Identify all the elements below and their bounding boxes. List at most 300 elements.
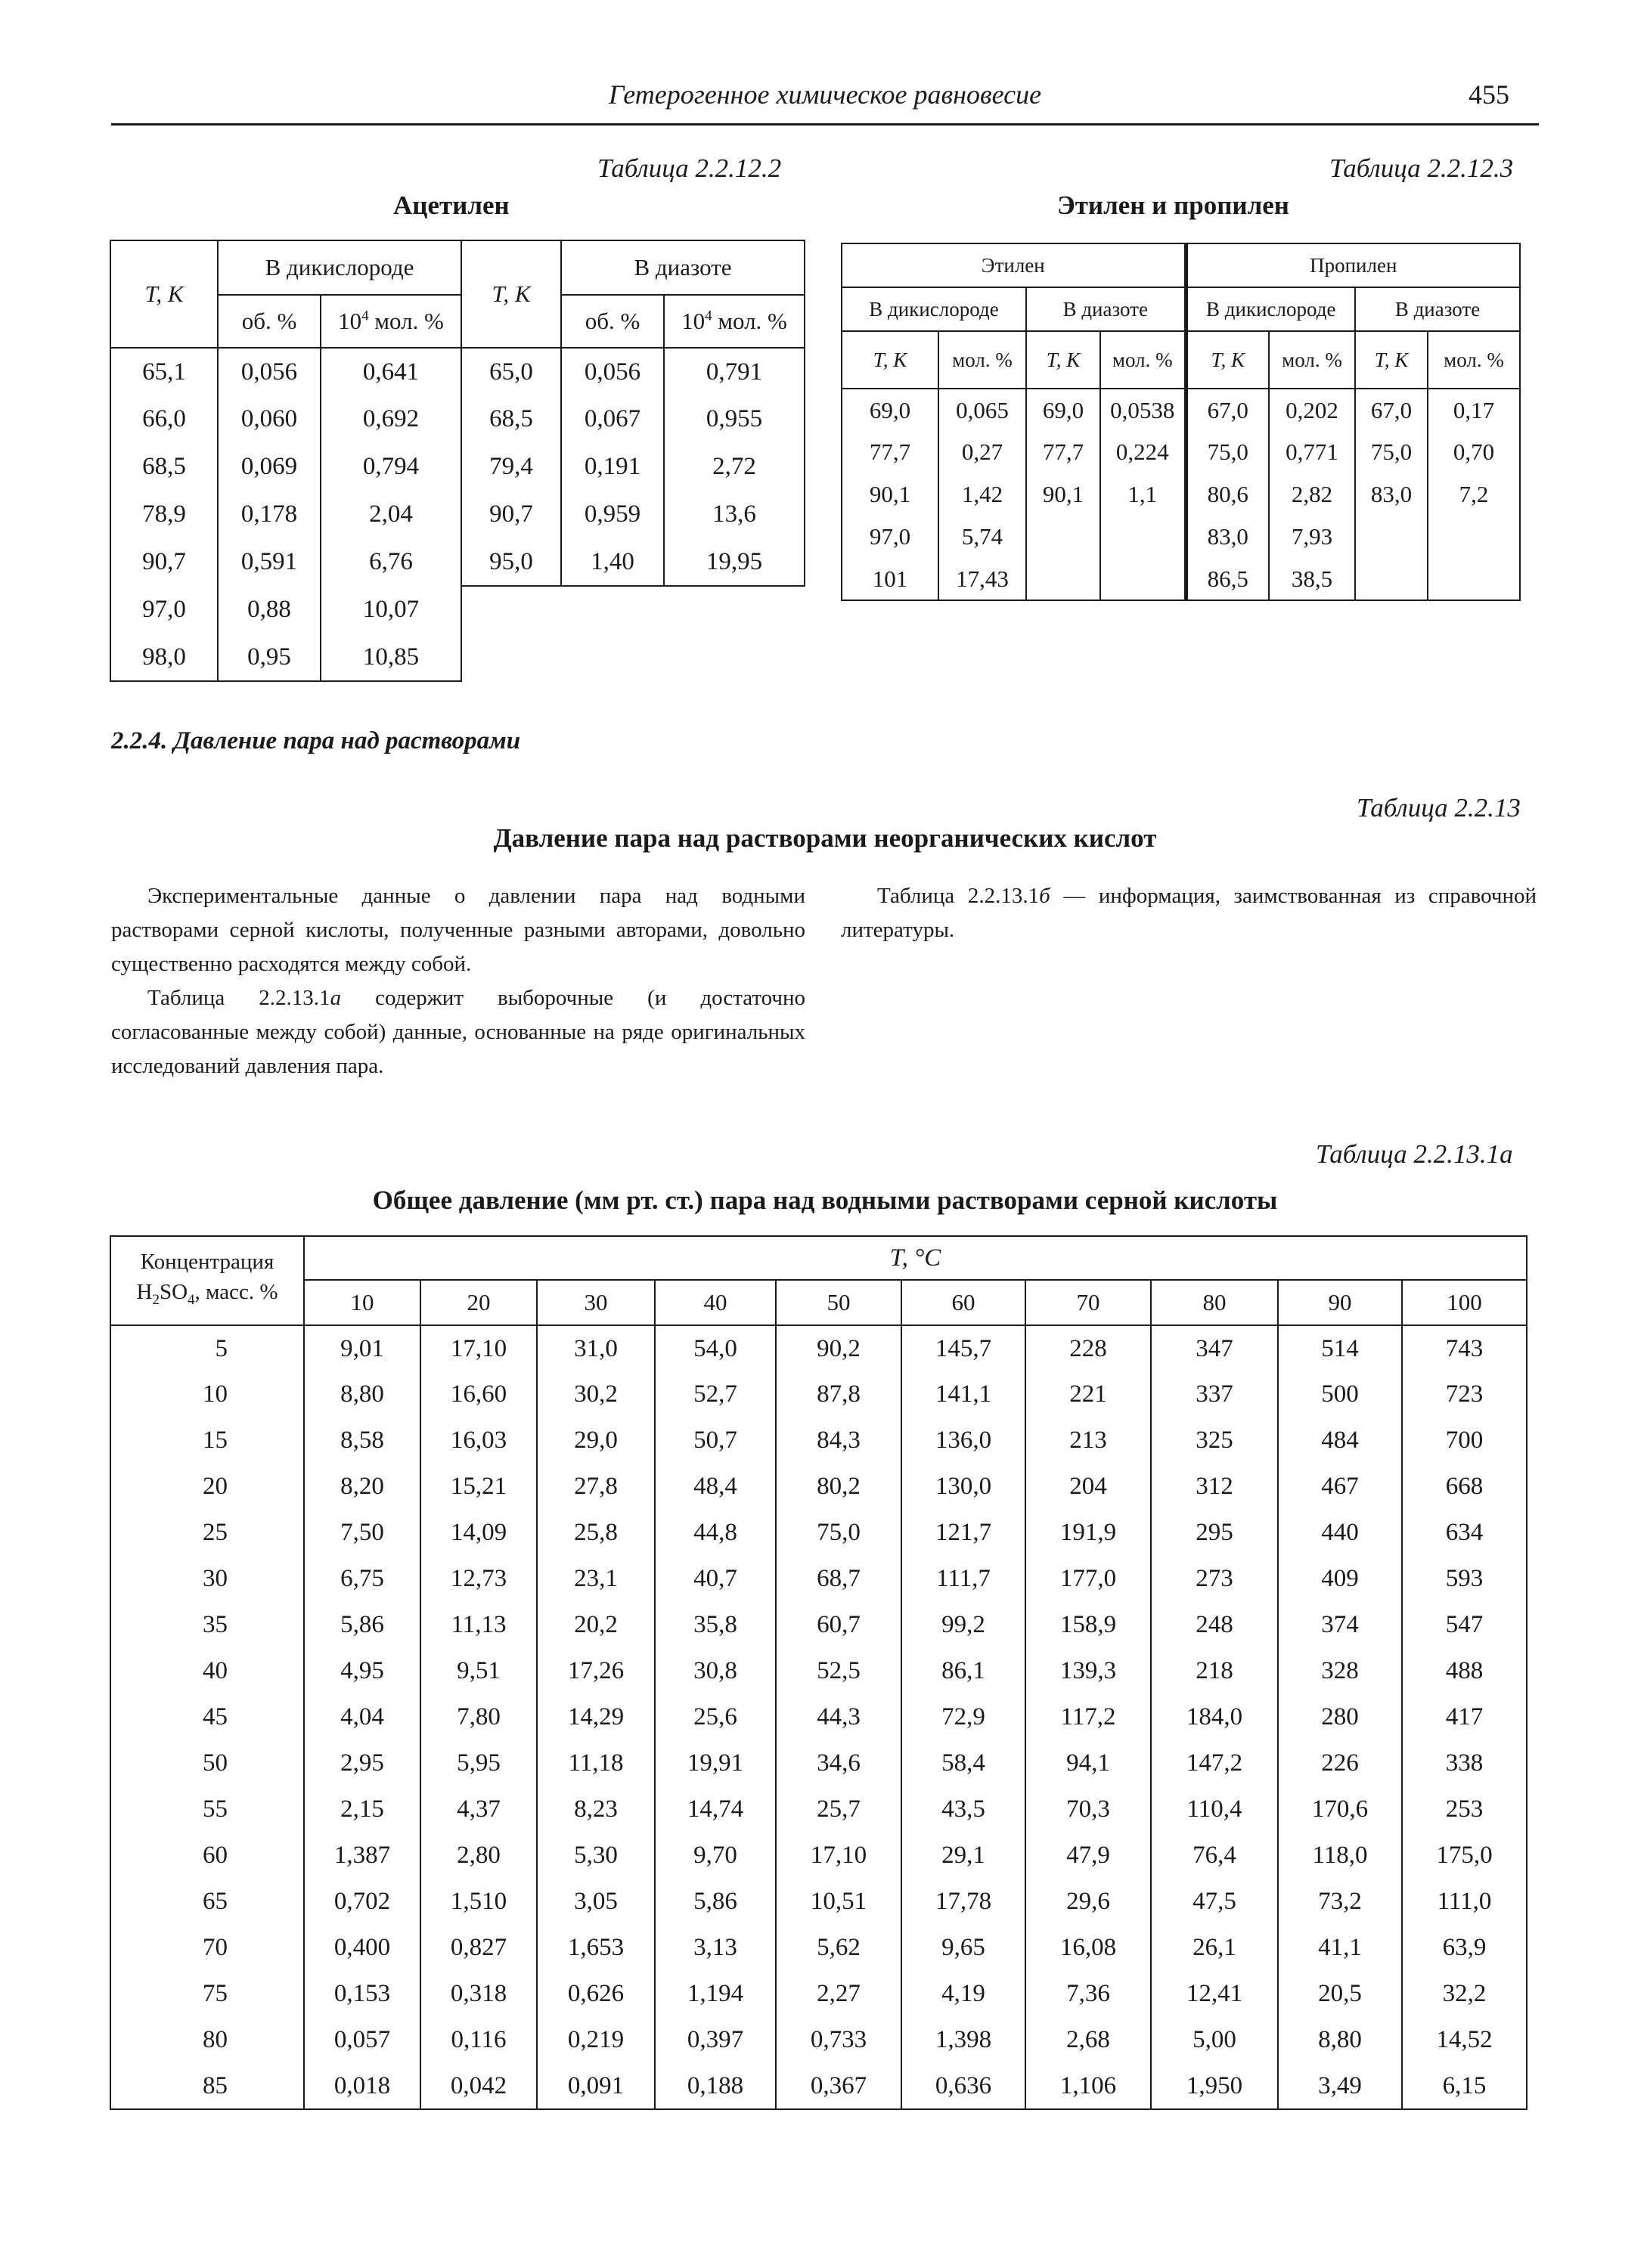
table-cell: 10 [110,1371,304,1418]
table-cell: 4,04 [304,1694,420,1740]
table-cell: 47,9 [1025,1833,1151,1879]
table-cell: 76,4 [1151,1833,1278,1879]
temp-header: 10 [304,1280,420,1325]
table-cell: 723 [1402,1371,1527,1418]
table-cell: 593 [1402,1556,1527,1602]
table-cell: 0,95 [218,634,321,681]
table-cell: 30 [110,1556,304,1602]
table-row [110,634,461,681]
table-cell [1026,558,1100,600]
table-cell: 30,8 [655,1648,776,1694]
table-cell: 55 [110,1786,304,1833]
table-cell: 228 [1025,1325,1151,1371]
table-cell: 700 [1402,1418,1527,1464]
table-cell: 3,05 [537,1879,655,1925]
table-cell: 25,6 [655,1694,776,1740]
table-cell: 60 [110,1833,304,1879]
table-cell: 15,21 [420,1464,537,1510]
table-row [110,1418,1527,1464]
table-cell: 80,6 [1186,473,1269,516]
table-cell: 0,178 [218,491,321,538]
table-row [110,1371,1527,1418]
table-row [842,558,1520,600]
table-cell: 31,0 [537,1325,655,1371]
table-cell: 0,791 [664,348,805,395]
table-cell: 54,0 [655,1325,776,1371]
table-cell: 295 [1151,1510,1278,1556]
table-cell: 27,8 [537,1464,655,1510]
table-row [461,443,805,491]
table-cell: 0,27 [938,431,1026,473]
table-cell: 38,5 [1269,558,1355,600]
table-cell: 40,7 [655,1556,776,1602]
table-cell: 0,955 [664,395,805,443]
sulfuric-table-label: Таблица 2.2.13.1а [1316,1139,1513,1169]
propylene-group-label: Пропилен [1186,243,1520,287]
table-cell: 84,3 [776,1418,901,1464]
table-cell: 2,04 [321,491,461,538]
table-cell: 1,106 [1025,2063,1151,2109]
table-cell: 85 [110,2063,304,2109]
table-cell: 0,153 [304,1971,420,2017]
table-cell: 4,19 [901,1971,1025,2017]
table-cell: 374 [1278,1602,1402,1648]
table-cell: 68,7 [776,1556,901,1602]
table-cell: 0,057 [304,2017,420,2063]
table-cell: 0,018 [304,2063,420,2109]
table-cell: 50 [110,1740,304,1786]
table-row [110,1510,1527,1556]
acetylene-nitrogen-table [461,240,805,587]
table-cell: 440 [1278,1510,1402,1556]
table-cell: 16,03 [420,1418,537,1464]
table-cell: 141,1 [901,1371,1025,1418]
section-heading: 2.2.4. Давление пара над растворами [111,727,521,754]
table-cell: 6,76 [321,538,461,586]
table-row [110,1879,1527,1925]
table-cell: 79,4 [461,443,561,491]
table-cell: 325 [1151,1418,1278,1464]
table-cell: 0,056 [561,348,664,395]
table-row [110,2017,1527,2063]
table-cell: 75 [110,1971,304,2017]
table-cell: 4,37 [420,1786,537,1833]
table-cell: 253 [1402,1786,1527,1833]
table-cell: 26,1 [1151,1925,1278,1971]
table-cell: 0,367 [776,2063,901,2109]
table-cell: 99,2 [901,1602,1025,1648]
eth-n-col-t: T, К [1026,331,1100,389]
table-cell: 2,95 [304,1740,420,1786]
table-row [461,348,805,395]
table-cell: 1,653 [537,1925,655,1971]
table-cell: 97,0 [842,516,938,558]
table-cell: 6,15 [1402,2063,1527,2109]
temp-header: 60 [901,1280,1025,1325]
table-cell: 668 [1402,1464,1527,1510]
table-cell: 78,9 [110,491,218,538]
acetylene-oxygen-table [110,240,462,682]
table-cell: 14,52 [1402,2017,1527,2063]
table-cell: 25,7 [776,1786,901,1833]
table-cell: 35 [110,1602,304,1648]
table-cell: 5,86 [304,1602,420,1648]
sulfuric-col-t: T, °C [304,1236,1527,1280]
table-cell: 0,191 [561,443,664,491]
table-cell: 45 [110,1694,304,1740]
table-cell: 10,07 [321,586,461,634]
table-cell: 65,1 [110,348,218,395]
table-cell: 0,202 [1269,389,1355,431]
table-cell: 110,4 [1151,1786,1278,1833]
table-cell: 0,17 [1428,389,1520,431]
table-row [110,1740,1527,1786]
table-cell: 158,9 [1025,1602,1151,1648]
table-cell: 170,6 [1278,1786,1402,1833]
table-cell: 9,70 [655,1833,776,1879]
table-cell: 221 [1025,1371,1151,1418]
table-cell: 1,950 [1151,2063,1278,2109]
table-cell: 77,7 [1026,431,1100,473]
table-cell: 0,116 [420,2017,537,2063]
sulfuric-title: Общее давление (мм рт. ст.) пара над водными растворами серной кислоты [372,1185,1278,1215]
table-cell: 69,0 [842,389,938,431]
table-cell: 86,1 [901,1648,1025,1694]
acetylene-col-nitrogen: В диазоте [561,240,805,295]
table-cell: 0,400 [304,1925,420,1971]
pro-o-col-mol: мол. % [1269,331,1355,389]
table-cell: 0,318 [420,1971,537,2017]
table-cell: 184,0 [1151,1694,1278,1740]
table-cell: 70,3 [1025,1786,1151,1833]
table-cell: 226 [1278,1740,1402,1786]
table-cell: 0,397 [655,2017,776,2063]
table-cell: 5,00 [1151,2017,1278,2063]
table-cell: 0,641 [321,348,461,395]
table-row [110,1786,1527,1833]
table-cell: 90,2 [776,1325,901,1371]
table-cell: 0,702 [304,1879,420,1925]
table-cell: 63,9 [1402,1925,1527,1971]
table-cell: 0,0538 [1100,389,1186,431]
temp-header: 30 [537,1280,655,1325]
table-cell: 75,0 [776,1510,901,1556]
table-row [110,2063,1527,2109]
table-cell: 2,27 [776,1971,901,2017]
table-cell: 4,95 [304,1648,420,1694]
table-row [110,586,461,634]
table-cell: 17,10 [420,1325,537,1371]
table-cell: 83,0 [1186,516,1269,558]
table-cell: 175,0 [1402,1833,1527,1879]
table-cell [1355,558,1428,600]
table-row [842,389,1520,431]
table-cell: 139,3 [1025,1648,1151,1694]
temp-header: 40 [655,1280,776,1325]
table-cell: 280 [1278,1694,1402,1740]
table-cell: 87,8 [776,1371,901,1418]
table-cell: 1,510 [420,1879,537,1925]
table-cell: 2,72 [664,443,805,491]
table-cell: 1,398 [901,2017,1025,2063]
table-cell: 8,80 [1278,2017,1402,2063]
table-row [110,1556,1527,1602]
table-cell: 77,7 [842,431,938,473]
table-cell: 130,0 [901,1464,1025,1510]
table-cell [1428,558,1520,600]
table-cell: 145,7 [901,1325,1025,1371]
table-cell: 1,42 [938,473,1026,516]
table-cell: 94,1 [1025,1740,1151,1786]
eth-o-col-mol: мол. % [938,331,1026,389]
table-cell: 191,9 [1025,1510,1151,1556]
ethylene-title: Этилен и пропилен [1057,191,1289,220]
table-cell: 0,88 [218,586,321,634]
table-cell: 32,2 [1402,1971,1527,2017]
acetylene-sub-mol: $10^4$ мол. % [321,295,461,348]
table-cell: 338 [1402,1740,1527,1786]
table-cell: 5,86 [655,1879,776,1925]
ethylene-table-label: Таблица 2.2.12.3 [1329,153,1514,183]
table-cell: 14,74 [655,1786,776,1833]
table-row [110,1464,1527,1510]
table-cell: 29,0 [537,1418,655,1464]
table-cell: 14,29 [537,1694,655,1740]
table-cell: 30,2 [537,1371,655,1418]
table-cell: 65 [110,1879,304,1925]
table-cell: 111,0 [1402,1879,1527,1925]
table-cell: 12,41 [1151,1971,1278,2017]
table-row [461,395,805,443]
table-cell: 90,7 [461,491,561,538]
table-cell: 1,194 [655,1971,776,2017]
table-cell: 5,30 [537,1833,655,1879]
propylene-sub-oxygen: В дикислороде [1186,287,1355,331]
table-cell: 14,09 [420,1510,537,1556]
table-cell: 5,62 [776,1925,901,1971]
table-cell: 69,0 [1026,389,1100,431]
table-cell: 6,75 [304,1556,420,1602]
table-cell: 48,4 [655,1464,776,1510]
sulfuric-col-conc: Концентрация $H_2SO_4$, масс. % [110,1236,304,1325]
table-cell: 0,188 [655,2063,776,2109]
table-cell: 17,26 [537,1648,655,1694]
table-cell: 347 [1151,1325,1278,1371]
table-row [461,491,805,538]
table-cell: 547 [1402,1602,1527,1648]
right-column [841,879,1537,947]
table-cell: 90,1 [842,473,938,516]
table-cell: 0,069 [218,443,321,491]
table-cell: 177,0 [1025,1556,1151,1602]
table-row [110,348,461,395]
table-cell: 60,7 [776,1602,901,1648]
temp-header: 50 [776,1280,901,1325]
table-cell: 2,68 [1025,2017,1151,2063]
acetylene-col-t: T, К [110,240,218,348]
table-row [110,1925,1527,1971]
table-cell [1100,516,1186,558]
table-cell: 35,8 [655,1602,776,1648]
table-cell: 2,80 [420,1833,537,1879]
table-row [110,1648,1527,1694]
table-cell: 0,065 [938,389,1026,431]
temp-header: 100 [1402,1280,1527,1325]
table-cell: 19,95 [664,538,805,586]
table-2-2-13-title: Давление пара над растворами неорганических кислот [493,823,1157,853]
table-cell: 80,2 [776,1464,901,1510]
table-cell: 90,1 [1026,473,1100,516]
pro-o-col-t: T, К [1186,331,1269,389]
table-row [110,538,461,586]
table-cell: 20 [110,1464,304,1510]
table-cell: 1,40 [561,538,664,586]
table-cell [1026,516,1100,558]
table-cell: 121,7 [901,1510,1025,1556]
table-cell: 44,3 [776,1694,901,1740]
table-cell: 9,01 [304,1325,420,1371]
table-cell: 101 [842,558,938,600]
table-cell: 17,10 [776,1833,901,1879]
table-cell: 2,82 [1269,473,1355,516]
table-cell: 409 [1278,1556,1402,1602]
left-column [111,879,805,1083]
table-cell: 5,74 [938,516,1026,558]
table-cell: 2,15 [304,1786,420,1833]
table-cell: 7,80 [420,1694,537,1740]
table-cell: 29,6 [1025,1879,1151,1925]
table-cell: 11,13 [420,1602,537,1648]
eth-n-col-mol: мол. % [1100,331,1186,389]
table-cell: 70 [110,1925,304,1971]
table-cell: 66,0 [110,395,218,443]
table-cell: 58,4 [901,1740,1025,1786]
acetylene-title: Ацетилен [393,191,510,220]
table-cell: 0,959 [561,491,664,538]
table-cell: 52,5 [776,1648,901,1694]
acetylene-n-col-t: T, К [461,240,561,348]
table-cell: 34,6 [776,1740,901,1786]
table-cell: 47,5 [1151,1879,1278,1925]
table-cell: 8,23 [537,1786,655,1833]
table-cell: 52,7 [655,1371,776,1418]
table-cell: 5 [110,1325,304,1371]
table-row [110,491,461,538]
table-cell: 23,1 [537,1556,655,1602]
table-cell: 8,80 [304,1371,420,1418]
acetylene-n-sub-ob: об. % [561,295,664,348]
table-row [842,431,1520,473]
table-cell: 3,49 [1278,2063,1402,2109]
table-cell: 328 [1278,1648,1402,1694]
table-cell: 73,2 [1278,1879,1402,1925]
ethylene-sub-nitrogen: В диазоте [1026,287,1186,331]
table-cell: 634 [1402,1510,1527,1556]
pro-n-col-t: T, К [1355,331,1428,389]
table-cell: 0,771 [1269,431,1355,473]
table-cell: 20,5 [1278,1971,1402,2017]
table-cell: 8,58 [304,1418,420,1464]
table-row [842,473,1520,516]
table-cell: 1,387 [304,1833,420,1879]
table-cell: 9,51 [420,1648,537,1694]
table-cell: 20,2 [537,1602,655,1648]
paragraph-2: Таблица 2.2.13.1а содержит выборочные (и достаточно согласованные между собой) данные, основанные на ряде оригинальных исследований давления пара. [111,986,806,1078]
table-cell: 83,0 [1355,473,1428,516]
table-row [842,516,1520,558]
table-row [110,1694,1527,1740]
table-cell: 0,060 [218,395,321,443]
table-cell: 16,08 [1025,1925,1151,1971]
acetylene-n-sub-mol: $10^4$ мол. % [664,295,805,348]
table-cell: 75,0 [1186,431,1269,473]
table-cell: 97,0 [110,586,218,634]
table-row [110,395,461,443]
table-cell: 743 [1402,1325,1527,1371]
temp-header: 90 [1278,1280,1402,1325]
table-cell: 0,692 [321,395,461,443]
table-cell: 484 [1278,1418,1402,1464]
table-cell: 3,13 [655,1925,776,1971]
page-number: 455 [1469,79,1509,110]
table-cell: 204 [1025,1464,1151,1510]
table-row [110,1325,1527,1371]
table-cell: 0,626 [537,1971,655,2017]
table-cell: 11,18 [537,1740,655,1786]
table-cell: 29,1 [901,1833,1025,1879]
table-cell: 10,85 [321,634,461,681]
table-cell: 118,0 [1278,1833,1402,1879]
ethylene-sub-oxygen: В дикислороде [842,287,1026,331]
ethylene-table [841,243,1521,601]
eth-o-col-t: T, К [842,331,938,389]
table-cell: 68,5 [110,443,218,491]
temp-header: 80 [1151,1280,1278,1325]
table-cell: 43,5 [901,1786,1025,1833]
table-cell: 7,50 [304,1510,420,1556]
table-cell: 500 [1278,1371,1402,1418]
table-cell: 0,219 [537,2017,655,2063]
paragraph-3: Таблица 2.2.13.1б — информация, заимствованная из справочной литературы. [841,884,1537,942]
acetylene-col-oxygen: В дикислороде [218,240,461,295]
header-rule [111,123,1539,125]
table-cell: 7,93 [1269,516,1355,558]
table-cell: 13,6 [664,491,805,538]
table-cell: 7,2 [1428,473,1520,516]
table-row [110,1602,1527,1648]
table-cell: 75,0 [1355,431,1428,473]
table-cell: 17,78 [901,1879,1025,1925]
table-cell: 0,091 [537,2063,655,2109]
table-cell: 1,1 [1100,473,1186,516]
table-cell: 95,0 [461,538,561,586]
sulfuric-table [110,1235,1527,2110]
table-cell: 0,733 [776,2017,901,2063]
table-cell: 218 [1151,1648,1278,1694]
table-cell: 19,91 [655,1740,776,1786]
table-cell: 147,2 [1151,1740,1278,1786]
temp-header: 70 [1025,1280,1151,1325]
table-cell: 0,827 [420,1925,537,1971]
table-cell [1100,558,1186,600]
table-cell: 86,5 [1186,558,1269,600]
acetylene-sub-ob: об. % [218,295,321,348]
table-cell: 467 [1278,1464,1402,1510]
paragraph-1: Экспериментальные данные о давлении пара над водными растворами серной кислоты, полученные разными авторами, довольно существенно расходятся между собой. [111,884,805,976]
table-cell: 514 [1278,1325,1402,1371]
temp-header: 20 [420,1280,537,1325]
table-cell: 40 [110,1648,304,1694]
